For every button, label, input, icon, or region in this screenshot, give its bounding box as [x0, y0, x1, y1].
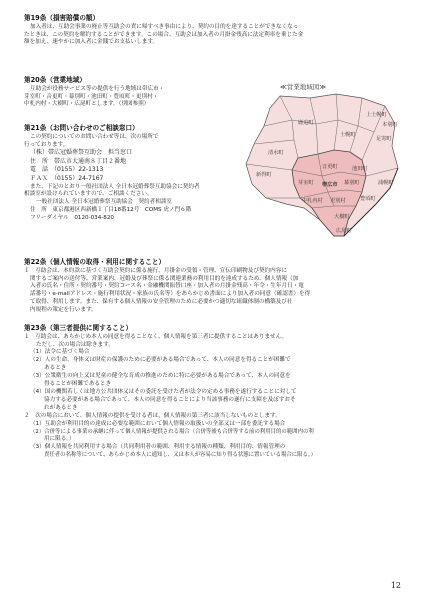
- map-caption: ≪営業地域図≫: [280, 83, 327, 91]
- map-label-obihiro: 帯広市: [322, 182, 338, 188]
- map-label-otofuke: 音更町: [322, 164, 338, 170]
- article-23-line: （1）互助会が利用目的の達成に必要な範囲において個人情報の取扱いの全部又は一部を委託する場合: [30, 420, 286, 427]
- article-23: [24, 324, 406, 460]
- map-label-ikeda: 池田町: [352, 166, 368, 172]
- map-label-urahoro: 浦幌町: [378, 180, 394, 186]
- article-19-line: 額を加え、速やかに加入者に金銭でお支払いします。: [24, 39, 159, 46]
- article-23-line: 用に限る。）: [44, 436, 75, 443]
- article-22-line: 入者の氏名・住所・契約番号・契約コース名・金融機関振替口座・加入者の月掛金残高・年令・生年月日・電: [30, 283, 304, 290]
- article-20-line: 芽室町・音更町・幕別町・池田町・豊頃町・更別村・: [24, 93, 159, 100]
- article-23-line: １ 互助会は、あらかじめ本人の同意を得ることなく、個人情報を第三者に提供することはありません。: [24, 333, 288, 340]
- article-21-line: また、下記のとおり一般社団法人 全日本冠婚葬祭互助協会に契約者: [30, 183, 200, 190]
- article-21-line: 行っております。: [24, 141, 69, 148]
- map-label-toyokoro: 豊頃町: [360, 196, 376, 202]
- article-23-line: 得ることが困難であるとき: [44, 381, 112, 388]
- article-23-line: （3）個人情報を共同利用する場合（共同利用者の範囲、利用する情報の種類、利用目的、情報管理の: [30, 444, 286, 451]
- article-21-line: フリーダイヤル 0120-034-820: [30, 215, 114, 222]
- article-21-line: 相談室が設けられていますので、ご相談ください。: [24, 191, 153, 198]
- article-23-line: （2）人の生命、身体又は財産の保護のために必要がある場合であって、本人の同意を得ることが困難で: [30, 357, 291, 364]
- map-label-shihoro: 士幌町: [340, 132, 356, 138]
- map-label-kamishihoro: 上士幌町: [366, 112, 387, 118]
- article-21-line: この契約についてのお問い合わせ等は、次の場所で: [30, 133, 159, 140]
- article-20: [24, 76, 239, 109]
- tokachi-map-graphic: [240, 80, 410, 240]
- map-label-shikaoi: 鹿追町: [298, 120, 314, 126]
- article-21-line: （株）帯広冠婚葬祭互助会 担当窓口: [30, 149, 133, 157]
- article-20-line: 互助会が役務サービス等の提供を行う地域は帯広市・: [30, 85, 165, 92]
- map-label-taiki: 大樹町: [334, 214, 350, 220]
- article-23-line: （4）国の機関若しくは地方公共団体又はその委託を受けた者が法令の定める事務を遂行することに対して: [30, 389, 297, 396]
- map-label-memuro: 芽室町: [298, 180, 314, 186]
- article-19-line: たときは、この契約を解約することができます。この場合、互助会は加入者の月掛金残高に法定利率を乗じた金: [24, 31, 304, 38]
- article-20-line: 中札内村・大樹町・広尾町とします。（別図参照）: [24, 101, 150, 108]
- article-21-title: 第21条（お問い合わせのご相談窓口）: [24, 124, 139, 132]
- map-label-hiroo: 広尾町: [336, 228, 352, 234]
- article-23-line: れがあるとき: [44, 405, 78, 411]
- article-22-title: 第22条（個人情報の取得・利用に関すること）: [24, 258, 166, 266]
- article-23-line: （3）公衆衛生の向上又は児童の健全な育成の推進のために特に必要がある場合であって、本人の同意を: [30, 373, 291, 380]
- article-23-line: ２ 次の場合において、個人情報の提供を受ける者は、個人情報の第三者に該当しないものとします。: [24, 412, 281, 419]
- article-23-line: （2）合併等による事業の承継に伴って個人情報が提供される場合（合併等後も合併等する前の利用目的の範囲内の利: [30, 428, 314, 435]
- article-23-line: 責任者の名称等について、あらかじめ本人に通知し、又は本人が容易に知り得る状態に置いている場合に限る。）: [44, 452, 317, 459]
- article-22-line: １ 互助会は、本約款に基づく互助会契約に係る施行、月掛金の受領・管理、宣伝印刷物及び契約内容に: [24, 267, 287, 274]
- article-23-line: ただし、次の場合は除きます。: [36, 341, 114, 348]
- page-number: 12: [390, 581, 401, 590]
- article-21-line: ＦＡＸ （0155）24-7167: [30, 174, 104, 182]
- article-21-line: 一般社団法人 全日本冠婚葬祭互助協会 契約者相談室: [36, 199, 173, 206]
- article-19-line: 加入者は、互助会事業の廃止等互助会の責に帰すべき事由により、契約の目的を達することができなくなっ: [30, 23, 299, 30]
- service-area-map: [240, 80, 410, 240]
- article-19-title: 第19条（損害賠償の額）: [24, 14, 100, 22]
- article-22: [24, 258, 406, 315]
- article-22-line: て取得、利用します。また、保有する個人情報の安全管理のために必要かつ適切な組織体制の構築及び社: [30, 299, 293, 306]
- article-22-line: 関するご案内の送付等、営業案内、冠婚及び葬祭に係る関連業務の利用目的を達成するため、個人情報（加: [30, 275, 299, 282]
- article-22-line: 話番号・e-mailアドレス・施行利用状況・家族の氏名等）をあらかじめ書面により加入者の同意（確認書）を得: [30, 291, 311, 298]
- article-21-line: 住 所 帯広市大通南８丁目２番地: [30, 157, 127, 165]
- article-23-line: （1）法令に基づく場合: [30, 349, 90, 356]
- map-label-honbetsu: 本別町: [382, 122, 398, 128]
- article-22-line: 内規程の策定を行います。: [30, 307, 97, 314]
- article-19: [24, 14, 406, 47]
- map-label-makubetsu: 幕別町: [344, 180, 360, 186]
- article-23-line: あるとき: [44, 365, 67, 372]
- article-21-line: 住 所 東京都港区西新橋１丁目18番12号 COMS 虎ノ門６階: [30, 207, 192, 214]
- article-23-line: 協力する必要がある場合であって、本人の同意を得ることにより当該事務の遂行に支障を及ぼすおそ: [44, 397, 296, 404]
- map-label-nakasatsunai: 中札内村: [302, 198, 323, 204]
- article-21-line: 電 話 （0155）22-1313: [30, 166, 104, 174]
- map-label-ashoro: 足寄町: [376, 136, 392, 142]
- article-21: [24, 124, 239, 223]
- map-label-shimizu: 清水町: [268, 150, 284, 156]
- map-label-sarabetsu: 更別村: [330, 198, 346, 204]
- article-20-title: 第20条（営業地域）: [24, 76, 86, 84]
- article-23-title: 第23条（第三者提供に関すること）: [24, 324, 133, 332]
- map-label-shintoku: 新得町: [256, 172, 272, 178]
